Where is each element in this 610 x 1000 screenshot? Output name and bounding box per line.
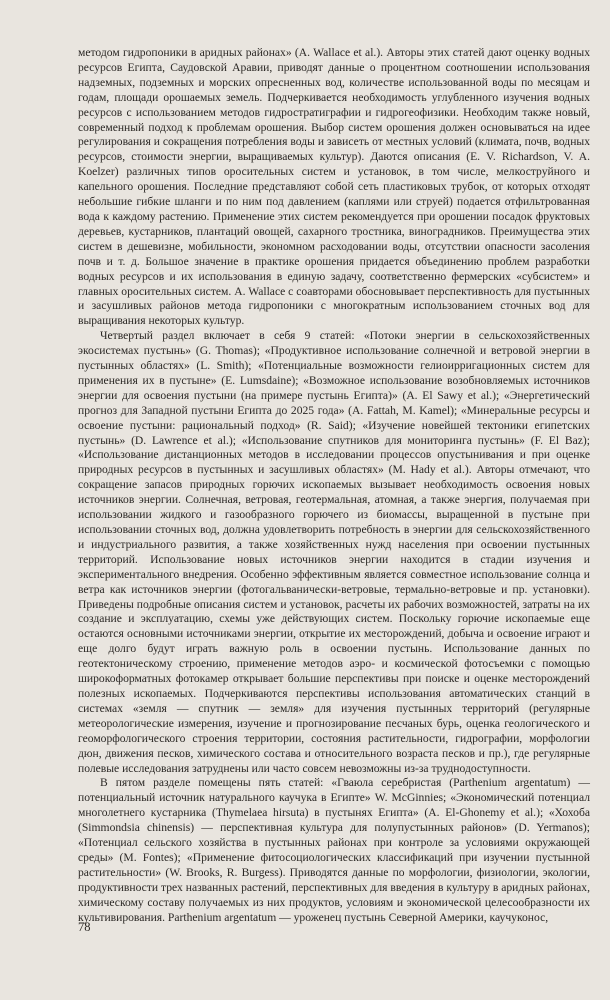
page-number: 78 bbox=[78, 920, 91, 934]
paragraph-energy: Четвертый раздел включает в себя 9 статей: «Потоки энергии в сельскохозяйственных экосистемах пустынь» (G. Thomas); «Продуктивное использование солнечной и ветровой энергии в пустынных областях» (L. Smith); «Потенциальные возможности гелиоирригационных систем для применения их в пустыне» (E. Lumsdaine); «Возможное использование возобновляемых источников энергии для освоения пустыни (на примере пустынь Египта)» (A. El Sawy et al.); «Энергетический прогноз для Западной пустыни Египта до 2025 года» (A. Fattah, M. Kamel); «Минеральные ресурсы и освоение пустыни: рациональный подход» (R. Said); «Изучение новейшей тектоники египетских пустынь» (D. Lawrence et al.); «Использование спутников для мониторинга пустынь» (F. El Baz); «Использование дистанционных методов в исследовании процессов опустынивания и при оценке природных ресурсов в пустынных и засушливых областях» (M. Hady et al.). Авторы отмечают, что сокращение запасов природных горючих ископаемых вызывает необходимость освоения новых источников энергии. Солнечная, ветровая, геотермальная, атомная, а также энергия, получаемая при использовании жидкого и газообразного горючего из биомассы, выращенной в пустыне при использовании сточных вод, должна удовлетворить потребность в энергии для сельскохозяйственного и индустриального развития, а также хозяйственных нужд населения при освоении пустынных территорий. Использование новых источников энергии находится в стадии изучения и экспериментального внедрения. Особенно эффективным является совместное использование солнца и ветра как источников энергии (фотогальванически-ветровые, термально-ветровые и пр. установки). Приведены подробные описания систем и установок, расчеты их рабочих возможностей, затраты на их создание и эксплуатацию, схемы уже действующих систем. Поскольку горючие ископаемые еще остаются основными источниками энергии, открытие их месторождений, добыча и освоение играют и еще долго будут играть важную роль в освоении пустынь. Использование данных по геотектоническому строению, применение методов аэро- и космической фотосъемки с помощью широкоформатных фотокамер открывает большие перспективы при поиске и оценке месторождений полезных ископаемых. Подчеркиваются перспективы использования автоматических станций в системах «земля — спутник — земля» для изучения пустынных территорий (регулярные метеорологические измерения, изучение и прогнозирование песчаных бурь, оценка геологического и геоморфологического строения территории, состояния растительности, гидрографии, морфологии дюн, движения песков, химического состава и относительного возраста песков и пр.), где регулярные полевые исследования затруднены или часто совсем невозможны из-за труднодоступности. bbox=[78, 329, 590, 775]
paragraph-plants: В пятом разделе помещены пять статей: «Гваюла серебристая (Parthenium argentatum) — потенциальный источник натурального каучука в Египте» W. McGinnies; «Экономический потенциал многолетнего кустарника (Thymelaea hirsuta) в пустынях Египта» (A. El-Ghonemy et al.); «Хохоба (Simmondsia chinensis) — перспективная культура для полупустынных районов» (D. Yermanos); «Потенциал сельского хозяйства в пустынных районах при контроле за условиями окружающей среды» (M. Fontes); «Применение фитосоциологических классификаций при изучении пустынной растительности» (W. Brooks, R. Burgess). Приводятся данные по морфологии, физиологии, экологии, продуктивности трех названных растений, перспективных для введения в культуру в аридных районах, химическому составу получаемых из них продуктов, условиям и экономической целесообразности их культивирования. Parthenium argentatum — уроженец пустынь Северной Америки, каучуконос, bbox=[78, 776, 590, 924]
paragraph-irrigation: методом гидропоники в аридных районах» (A. Wallace et al.). Авторы этих статей дают оценку водных ресурсов Египта, Саудовской Аравии, приводят данные о процентном соотношении использования надземных, подземных и морских опресненных вод, количестве использованной воды по месяцам и годам, площади орошаемых земель. Подчеркивается необходимость углубленного изучения водных ресурсов с использованием методов гидростратиграфии и гидрогеофизики. Необходим также новый, современный подход к проблемам орошения. Выбор систем орошения должен основываться на идее регулирования и сокращения потребления воды и зависеть от местных условий (климата, почв, водных ресурсов, стоимости энергии, выращиваемых культур). Даются описания (E. V. Richardson, V. A. Koelzer) различных типов оросительных систем и установок, в том числе, мелкоструйного и капельного орошения. Последние представляют собой сеть пластиковых трубок, от которых отходят небольшие гибкие шланги и по ним под давлением (каплями или струей) подается отфильтрованная вода к каждому растению. Применение этих систем рекомендуется при орошении посадок фруктовых деревьев, кустарников, плантаций овощей, сахарного тростника, виноградников. Преимущества этих систем в дешевизне, мобильности, экономном расходовании воды, отсутствии опасности засоления почв и т. д. Большое значение в практике орошения придается объединению проблем разработки водных ресурсов и их использования в единую задачу, соответственно фермерских «субсистем» и главных оросительных систем. A. Wallace с соавторами обосновывает перспективность для пустынных и засушливых районов метода гидропоники с многократным использованием сточных вод для выращивания некоторых культур. bbox=[78, 46, 590, 328]
body-text bbox=[78, 46, 590, 925]
